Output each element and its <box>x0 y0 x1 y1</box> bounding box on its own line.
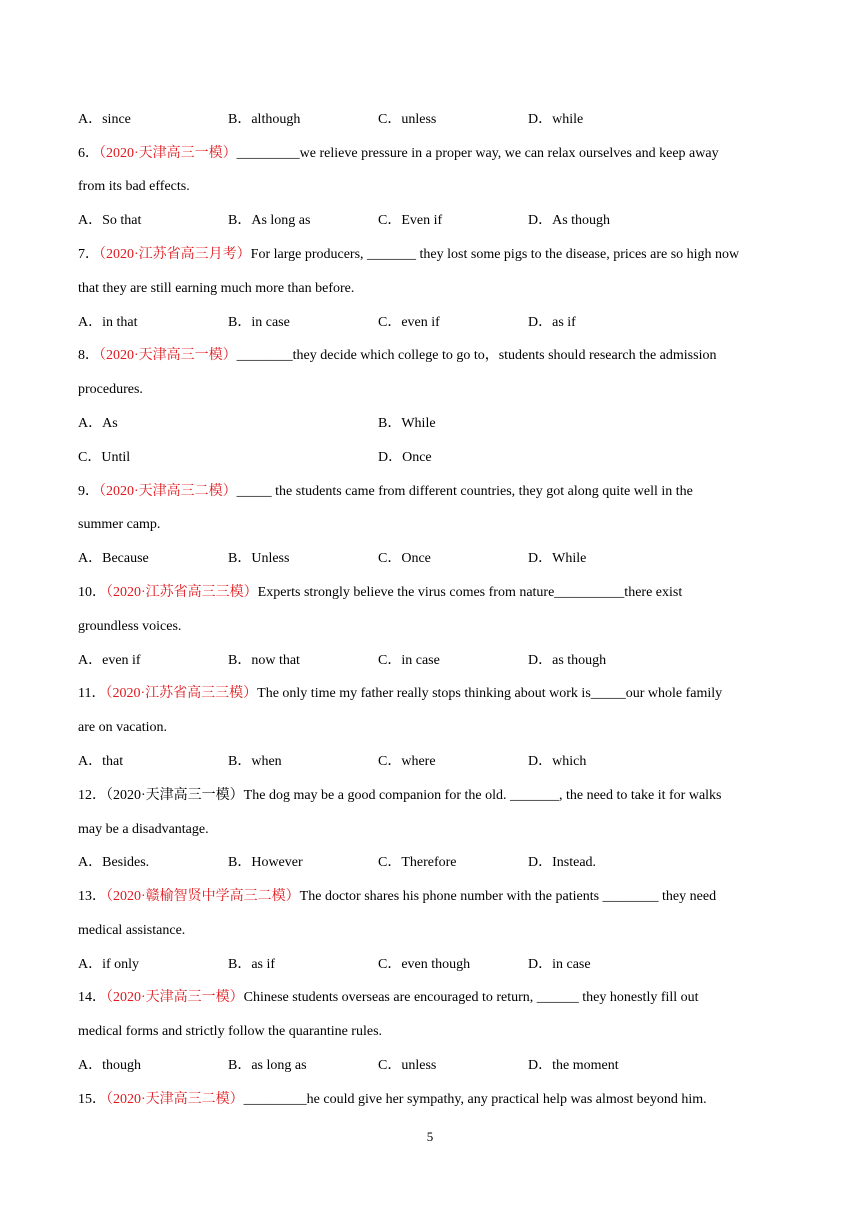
question-source: （2020·江苏省高三月考） <box>99 247 251 262</box>
question-number: 6． <box>78 146 99 161</box>
option-c: C．Therefore <box>378 855 457 870</box>
option-b: B．Unless <box>228 551 290 566</box>
question-line <box>78 482 693 502</box>
question-number: 14． <box>78 990 106 1005</box>
option-d: D．Once <box>378 450 432 465</box>
option-c: C．unless <box>378 1058 437 1073</box>
question-text: Experts strongly believe the virus comes from nature__________there exist <box>257 585 683 600</box>
question-line <box>78 887 716 907</box>
option-b: B．in case <box>228 315 290 330</box>
option-d: D．as if <box>528 315 576 330</box>
question-number: 10． <box>78 585 106 600</box>
option-a: A．since <box>78 112 131 127</box>
option-d: D．while <box>528 112 584 127</box>
option-b: B．now that <box>228 653 300 668</box>
question-number: 7． <box>78 247 99 262</box>
option-a: A．So that <box>78 213 142 228</box>
question-text: The doctor shares his phone number with the patients ________ they need <box>299 889 717 904</box>
option-c: C．unless <box>378 112 437 127</box>
option-a: A．even if <box>78 653 141 668</box>
question-text: The only time my father really stops thinking about work is_____our whole family <box>257 686 723 701</box>
question-line <box>78 144 719 164</box>
question-text-continued: may be a disadvantage. <box>78 822 209 837</box>
question-text-continued: medical forms and strictly follow the quarantine rules. <box>78 1024 383 1039</box>
option-d: D．the moment <box>528 1058 619 1073</box>
option-a: A．though <box>78 1058 141 1073</box>
question-line <box>78 1090 707 1110</box>
question-text: For large producers, _______ they lost some pigs to the disease, prices are so high now <box>250 247 740 262</box>
question-text-continued: procedures. <box>78 382 143 397</box>
question-text-continued: summer camp. <box>78 517 161 532</box>
question-line <box>78 245 739 265</box>
question-source: （2020·天津高三一模） <box>106 990 244 1005</box>
page-number: 5 <box>426 1129 434 1144</box>
question-source: （2020·江苏省高三三模） <box>105 686 258 701</box>
option-b: B．as if <box>228 957 276 972</box>
question-source: （2020·江苏省高三三模） <box>106 585 258 600</box>
option-c: C．Even if <box>378 213 443 228</box>
option-d: D．as though <box>528 653 607 668</box>
option-a: A．in that <box>78 315 138 330</box>
question-text: _________we relieve pressure in a proper way, we can relax ourselves and keep away <box>236 146 719 161</box>
question-text-continued: groundless voices. <box>78 619 182 634</box>
question-source: （2020·天津高三一模） <box>99 348 237 363</box>
option-d: D．Instead. <box>528 855 597 870</box>
option-a: A．As <box>78 416 118 431</box>
option-d: D．As though <box>528 213 611 228</box>
option-c: C．where <box>378 754 436 769</box>
question-text: The dog may be a good companion for the old. _______, the need to take it for walks <box>243 788 722 803</box>
question-text: Chinese students overseas are encouraged to return, ______ they honestly fill out <box>243 990 699 1005</box>
question-text-continued: are on vacation. <box>78 720 168 735</box>
option-c: C．in case <box>378 653 440 668</box>
option-b: B．As long as <box>228 213 311 228</box>
question-text: ________they decide which college to go to，students should research the admission <box>236 348 717 363</box>
option-b: B．as long as <box>228 1058 307 1073</box>
question-line <box>78 583 682 603</box>
question-text: _____ the students came from different countries, they got along quite well in the <box>236 484 693 499</box>
question-number: 8． <box>78 348 99 363</box>
question-number: 9． <box>78 484 99 499</box>
question-source: （2020·天津高三一模） <box>106 788 244 803</box>
question-number: 13． <box>78 889 106 904</box>
question-number: 11． <box>78 686 106 701</box>
question-source: （2020·天津高三二模） <box>106 1092 244 1107</box>
question-source: （2020·天津高三二模） <box>99 484 237 499</box>
option-c: C．Once <box>378 551 431 566</box>
option-a: A．if only <box>78 957 140 972</box>
question-text-continued: that they are still earning much more than before. <box>78 281 355 296</box>
option-b: B．While <box>378 416 436 431</box>
option-d: D．which <box>528 754 587 769</box>
question-text-continued: medical assistance. <box>78 923 186 938</box>
option-b: B．when <box>228 754 282 769</box>
question-text: _________he could give her sympathy, any practical help was almost beyond him. <box>243 1092 707 1107</box>
option-d: D．While <box>528 551 587 566</box>
option-a: A．Besides. <box>78 855 150 870</box>
question-line <box>78 786 722 806</box>
question-text-continued: from its bad effects. <box>78 179 190 194</box>
option-a: A．Because <box>78 551 149 566</box>
option-a: A．that <box>78 754 124 769</box>
option-b: B．although <box>228 112 301 127</box>
question-source: （2020·赣榆智贤中学高三二模） <box>106 889 300 904</box>
question-number: 12． <box>78 788 106 803</box>
option-c: C．even if <box>378 315 440 330</box>
question-line <box>78 346 716 366</box>
option-d: D．in case <box>528 957 591 972</box>
option-c: C．even though <box>378 957 471 972</box>
question-line <box>78 684 722 704</box>
question-source: （2020·天津高三一模） <box>99 146 237 161</box>
option-b: B．However <box>228 855 303 870</box>
option-c: C．Until <box>78 450 131 465</box>
question-number: 15． <box>78 1092 106 1107</box>
question-line <box>78 988 699 1008</box>
